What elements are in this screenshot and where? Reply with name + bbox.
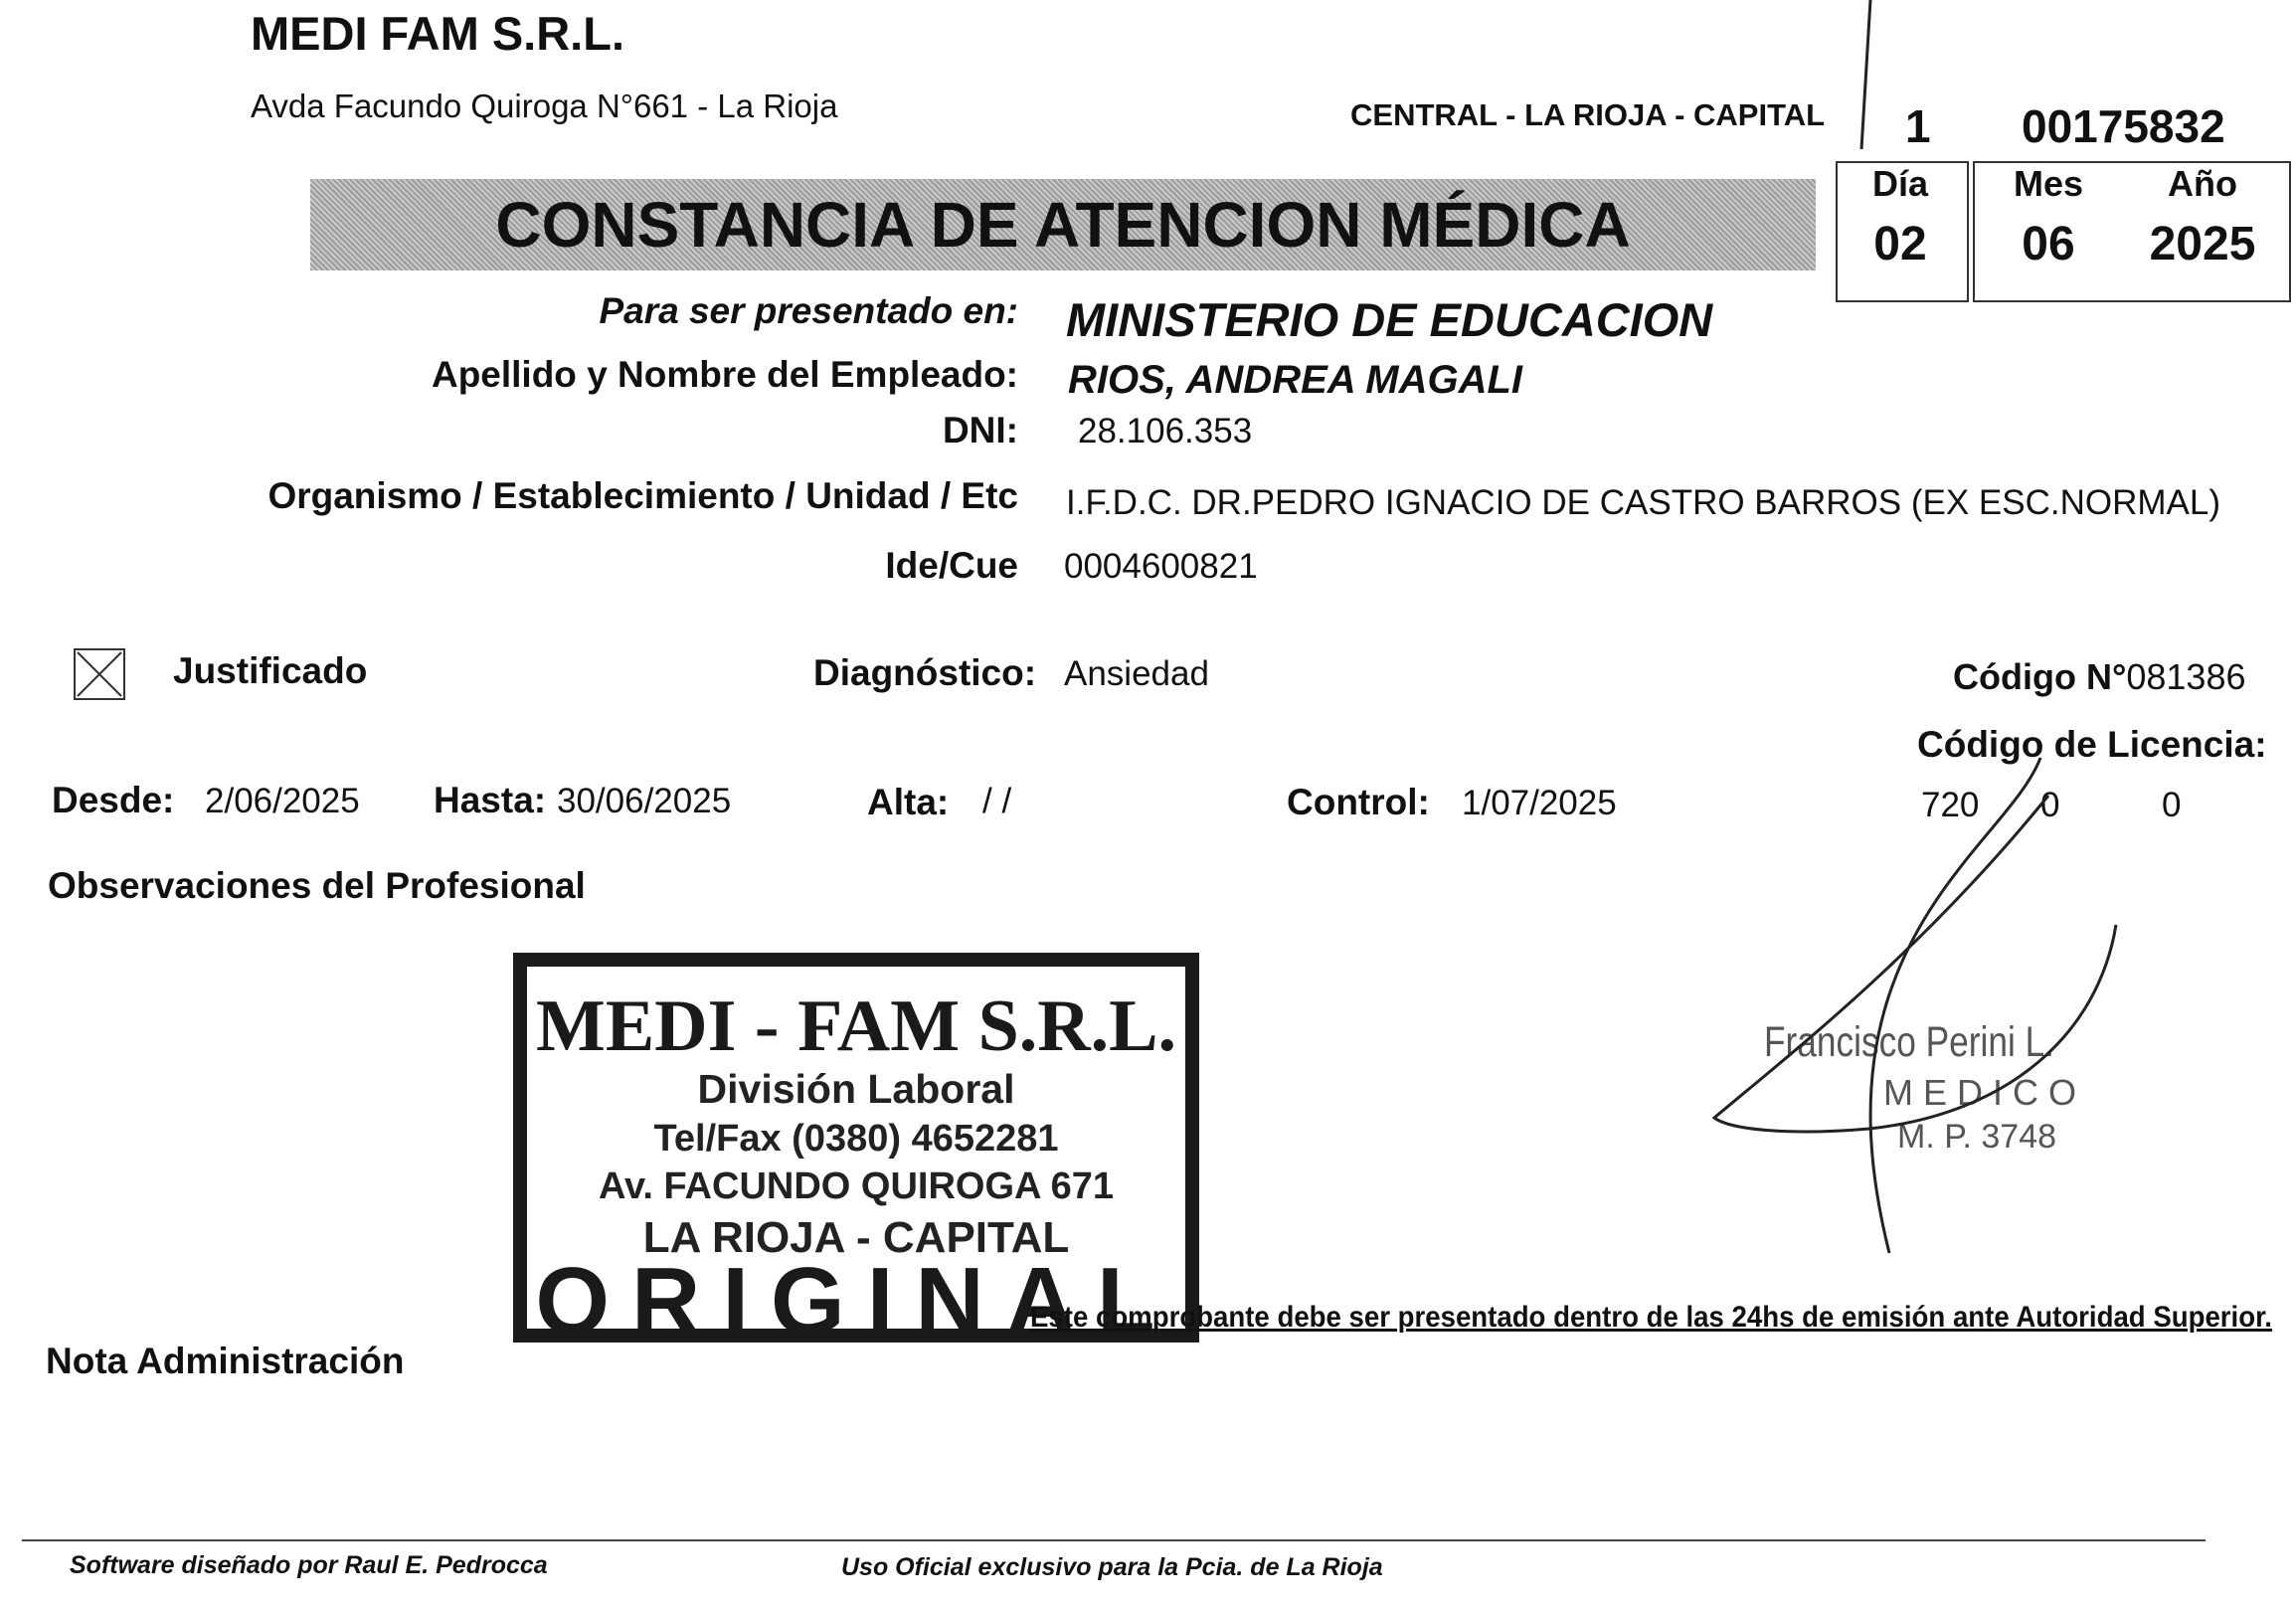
desde-value: 2/06/2025 bbox=[205, 782, 360, 820]
alta-label: Alta: bbox=[867, 782, 950, 822]
idecue-value: 0004600821 bbox=[1064, 547, 1258, 586]
licencia-value-1: 720 bbox=[1921, 786, 1980, 824]
hasta-value: 30/06/2025 bbox=[557, 782, 732, 820]
justificado-label: Justificado bbox=[173, 650, 368, 691]
organismo-label: Organismo / Establecimiento / Unidad / Etc bbox=[267, 475, 1018, 516]
year-label: Año bbox=[2168, 163, 2237, 204]
justificado-checkbox bbox=[74, 648, 125, 700]
idecue-label: Ide/Cue bbox=[885, 545, 1018, 586]
licencia-label: Código de Licencia: bbox=[1917, 724, 2267, 765]
branch-location: CENTRAL - LA RIOJA - CAPITAL bbox=[1350, 97, 1826, 132]
diagnostico-value: Ansiedad bbox=[1064, 654, 1209, 693]
stamp-address: Av. FACUNDO QUIROGA 671 bbox=[598, 1165, 1114, 1207]
document-title: CONSTANCIA DE ATENCION MÉDICA bbox=[495, 189, 1631, 261]
checkbox-cross-icon bbox=[76, 650, 123, 698]
dni-label: DNI: bbox=[942, 410, 1018, 450]
alta-value: / / bbox=[982, 782, 1012, 820]
stamp-division: División Laboral bbox=[697, 1066, 1015, 1112]
licencia-value-2: 0 bbox=[2040, 786, 2060, 824]
empleado-label: Apellido y Nombre del Empleado: bbox=[431, 354, 1018, 395]
control-value: 1/07/2025 bbox=[1462, 784, 1617, 822]
doctor-title: MEDICO bbox=[1883, 1072, 2086, 1113]
day-value: 02 bbox=[1873, 218, 1927, 270]
desde-label: Desde: bbox=[52, 780, 175, 820]
doctor-name: Francisco Perini L. bbox=[1764, 1018, 2054, 1066]
month-value: 06 bbox=[2022, 218, 2075, 270]
organismo-value: I.F.D.C. DR.PEDRO IGNACIO DE CASTRO BARROS (EX ESC.NORMAL) bbox=[1066, 483, 2220, 522]
company-name: MEDI FAM S.R.L. bbox=[251, 7, 624, 60]
codigo-value: 081386 bbox=[2126, 656, 2246, 697]
dni-value: 28.106.353 bbox=[1078, 412, 1253, 450]
hasta-label: Hasta: bbox=[434, 780, 547, 820]
licencia-value-3: 0 bbox=[2162, 786, 2182, 824]
stamp-tel: Tel/Fax (0380) 4652281 bbox=[653, 1118, 1059, 1160]
day-label: Día bbox=[1871, 163, 1929, 204]
control-label: Control: bbox=[1287, 782, 1430, 822]
footer-divider bbox=[22, 1539, 2206, 1541]
codigo-label: Código N° bbox=[1953, 656, 2127, 697]
presentado-value: MINISTERIO DE EDUCACION bbox=[1066, 293, 1713, 346]
presentado-label: Para ser presentado en: bbox=[599, 290, 1018, 331]
presentation-notice: Este comprobante debe ser presentado dentro de las 24hs de emisión ante Autoridad Superior. bbox=[1030, 1301, 2272, 1334]
footer-official-use: Uso Oficial exclusivo para la Pcia. de La Rioja bbox=[841, 1553, 1383, 1581]
codigo-field bbox=[1953, 656, 2246, 698]
document-number: 00175832 bbox=[2022, 100, 2225, 152]
stamp-city: LA RIOJA - CAPITAL bbox=[642, 1213, 1070, 1262]
document-serie: 1 bbox=[1905, 100, 1931, 152]
stamp-copy: ORIGINAL bbox=[535, 1248, 1177, 1354]
doctor-matricula: M. P. 3748 bbox=[1897, 1118, 2057, 1156]
observaciones-label: Observaciones del Profesional bbox=[48, 865, 586, 906]
nota-administracion-label: Nota Administración bbox=[46, 1341, 405, 1381]
footer-software: Software diseñado por Raul E. Pedrocca bbox=[70, 1551, 548, 1579]
empleado-value: RIOS, ANDREA MAGALI bbox=[1068, 358, 1523, 402]
diagnostico-label: Diagnóstico: bbox=[813, 652, 1037, 693]
stamp-company-name: MEDI - FAM S.R.L. bbox=[535, 985, 1177, 1067]
year-value: 2025 bbox=[2149, 218, 2256, 270]
company-address: Avda Facundo Quiroga N°661 - La Rioja bbox=[251, 88, 838, 124]
month-label: Mes bbox=[2013, 163, 2084, 204]
